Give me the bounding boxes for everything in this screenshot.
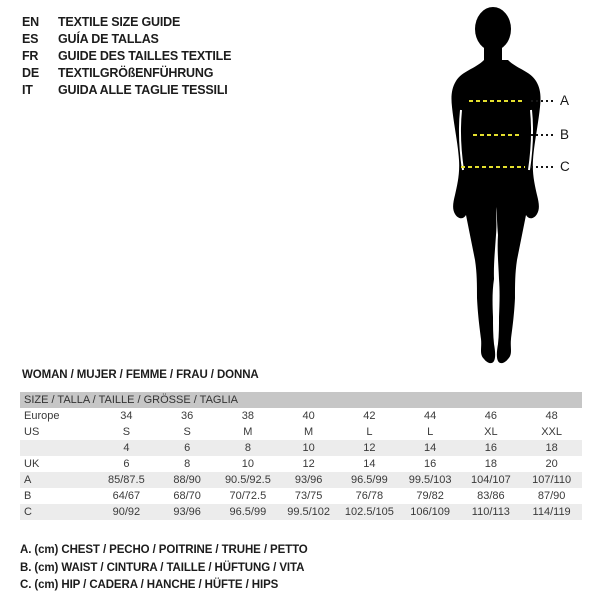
size-cell: 106/109 [410, 506, 450, 518]
size-cell: 93/96 [173, 506, 201, 518]
table-row [20, 424, 582, 440]
language-title-list [22, 14, 231, 99]
marker-label-chest: A [560, 93, 570, 108]
size-cell: 90/92 [112, 506, 141, 518]
size-cell: 12 [363, 442, 376, 454]
table-row [20, 504, 582, 520]
table-row [20, 488, 582, 504]
size-cell: 85/87.5 [108, 474, 145, 486]
size-cell: 96.5/99 [351, 474, 388, 486]
language-title: TEXTILE SIZE GUIDE [58, 15, 181, 29]
row-label: C [24, 506, 32, 518]
size-cell: 18 [484, 458, 497, 470]
size-cell: 48 [545, 410, 558, 422]
row-label: US [24, 426, 40, 438]
size-cell: XL [484, 426, 498, 438]
hip-measure-line-icon [461, 166, 525, 168]
waist-leader-line-icon [531, 134, 555, 136]
size-cell: M [243, 426, 253, 438]
size-cell: 42 [363, 410, 376, 422]
size-cell: 12 [302, 458, 315, 470]
size-table [20, 392, 582, 520]
size-cell: 110/113 [471, 506, 510, 518]
size-cell: 83/86 [477, 490, 505, 502]
size-cell: 20 [545, 458, 558, 470]
row-label: UK [24, 458, 40, 470]
size-cell: 88/90 [173, 474, 201, 486]
row-label [20, 440, 96, 456]
legend-line: A. (cm) CHEST / PECHO / POITRINE / TRUHE / PETTO [20, 544, 308, 556]
measurement-legend [20, 542, 308, 595]
size-cell: 40 [302, 410, 315, 422]
language-title: TEXTILGRÖßENFÜHRUNG [58, 66, 214, 80]
language-row [22, 14, 231, 31]
size-cell: 76/78 [355, 490, 384, 502]
language-row [22, 31, 231, 48]
table-row [20, 440, 582, 456]
size-cell: 14 [363, 458, 376, 470]
size-cell: 99.5/103 [408, 474, 452, 486]
size-cell: 18 [545, 442, 558, 454]
hip-leader-line-icon [531, 166, 555, 168]
language-row [22, 48, 231, 65]
size-cell: 38 [241, 410, 254, 422]
table-row [20, 472, 582, 488]
language-code: EN [22, 15, 39, 29]
size-cell: 99.5/102 [287, 506, 331, 518]
size-cell: 96.5/99 [229, 506, 267, 518]
language-title: GUIDA ALLE TAGLIE TESSILI [58, 83, 228, 97]
size-cell: 16 [424, 458, 437, 470]
table-row [20, 456, 582, 472]
table-row [20, 408, 582, 424]
size-cell: 70/72.5 [229, 490, 267, 502]
size-cell: L [427, 426, 434, 438]
language-code: DE [22, 66, 39, 80]
size-cell: 46 [484, 410, 497, 422]
marker-label-hip: C [560, 159, 570, 174]
size-cell: 4 [123, 442, 130, 454]
size-cell: 44 [424, 410, 437, 422]
size-cell: 102.5/105 [344, 506, 394, 518]
size-table-header: SIZE / TALLA / TAILLE / GRÖSSE / TAGLIA [20, 392, 582, 408]
size-cell: 93/96 [294, 474, 323, 486]
language-row [22, 65, 231, 82]
size-cell: XXL [541, 426, 563, 438]
woman-silhouette-figure [413, 2, 583, 370]
size-cell: 10 [302, 442, 315, 454]
size-cell: 6 [123, 458, 130, 470]
language-code: IT [22, 83, 33, 97]
size-cell: S [122, 426, 131, 438]
chest-leader-line-icon [531, 100, 555, 102]
size-cell: 87/90 [537, 490, 566, 502]
size-cell: 34 [120, 410, 133, 422]
legend-line: B. (cm) WAIST / CINTURA / TAILLE / HÜFTUNG / VITA [20, 561, 305, 574]
size-cell: 8 [184, 458, 191, 470]
woman-silhouette-icon [413, 2, 583, 370]
size-cell: 8 [244, 442, 251, 454]
size-cell: 14 [424, 442, 437, 454]
waist-measure-line-icon [473, 134, 519, 136]
size-cell: 107/110 [532, 474, 572, 486]
size-cell: 73/75 [294, 490, 323, 502]
size-cell: 16 [484, 442, 497, 454]
language-code: ES [22, 32, 39, 46]
chest-measure-line-icon [469, 100, 523, 102]
row-label: Europe [24, 410, 60, 422]
language-code: FR [22, 49, 39, 63]
language-title: GUÍA DE TALLAS [58, 32, 159, 46]
size-cell: M [304, 426, 314, 438]
size-cell: 10 [241, 458, 254, 470]
language-title: GUIDE DES TAILLES TEXTILE [58, 49, 232, 63]
size-cell: 6 [184, 442, 191, 454]
size-cell: 68/70 [173, 490, 201, 502]
size-cell: 114/119 [532, 506, 571, 518]
size-cell: 90.5/92.5 [224, 474, 271, 486]
legend-line: C. (cm) HIP / CADERA / HANCHE / HÜFTE / HIPS [20, 579, 279, 591]
row-label: A [24, 474, 32, 486]
language-row [22, 82, 231, 99]
size-cell: S [183, 426, 191, 438]
size-cell: 64/67 [112, 490, 141, 502]
marker-label-waist: B [560, 127, 570, 142]
section-title-woman: WOMAN / MUJER / FEMME / FRAU / DONNA [22, 369, 259, 381]
row-label: B [24, 490, 32, 502]
size-cell: 36 [181, 410, 194, 422]
size-cell: L [366, 426, 373, 438]
size-cell: 79/82 [416, 490, 444, 502]
size-cell: 104/107 [470, 474, 511, 486]
